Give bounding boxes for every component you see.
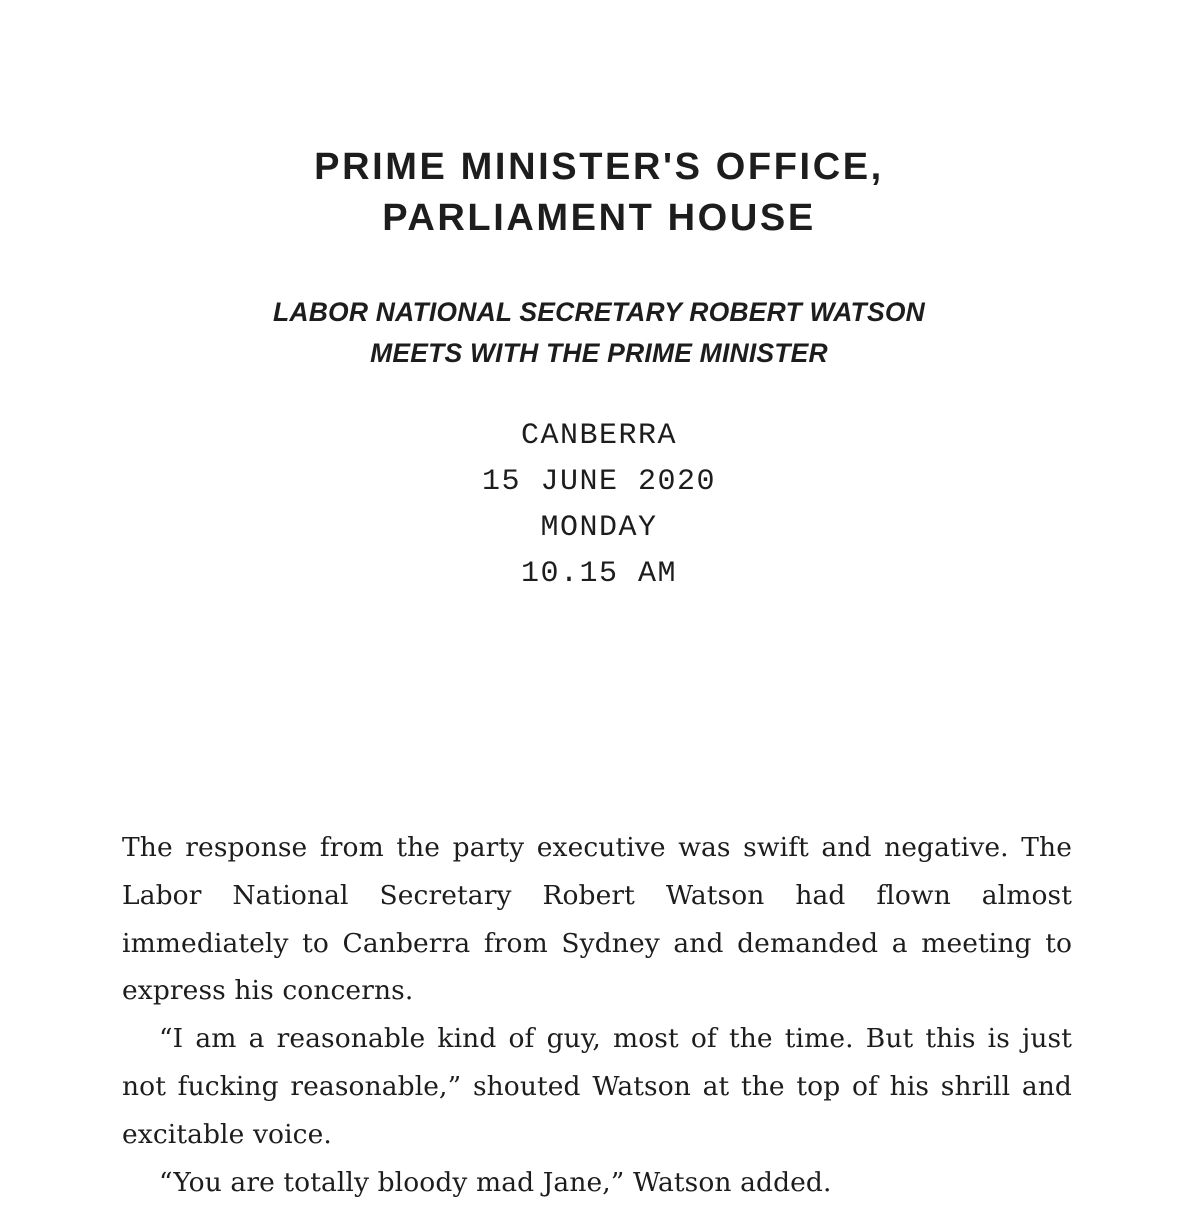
dateline-time: 10.15 AM — [520, 557, 678, 591]
dateline-date: 15 JUNE 2020 — [481, 465, 717, 499]
dateline-day: MONDAY — [540, 511, 658, 545]
body-paragraph: “You are totally bloody mad Jane,” Watson added. — [159, 1166, 832, 1198]
dateline — [0, 413, 1198, 597]
chapter-heading-line-1: PRIME MINISTER'S OFFICE, — [314, 146, 884, 188]
chapter-subheading-line-1: LABOR NATIONAL SECRETARY ROBERT WATSON — [273, 297, 925, 327]
body-paragraph: “I am a reasonable kind of guy, most of the time. But this is just not fucking reasonable,” shouted Watson at the top of his shrill and excitable voice. — [122, 1023, 1072, 1150]
chapter-heading-line-2: PARLIAMENT HOUSE — [382, 197, 816, 239]
chapter-subheading-line-2: MEETS WITH THE PRIME MINISTER — [370, 338, 828, 368]
body-text — [122, 824, 1072, 1206]
chapter-subheading — [0, 292, 1198, 374]
dateline-place: CANBERRA — [520, 419, 678, 453]
body-paragraph: The response from the party executive was swift and negative. The Labor National Secretary Robert Watson had flown almost immediately to Canberra from Sydney and demanded a meeting to express his concerns. — [122, 832, 1072, 1007]
chapter-heading — [0, 142, 1198, 244]
